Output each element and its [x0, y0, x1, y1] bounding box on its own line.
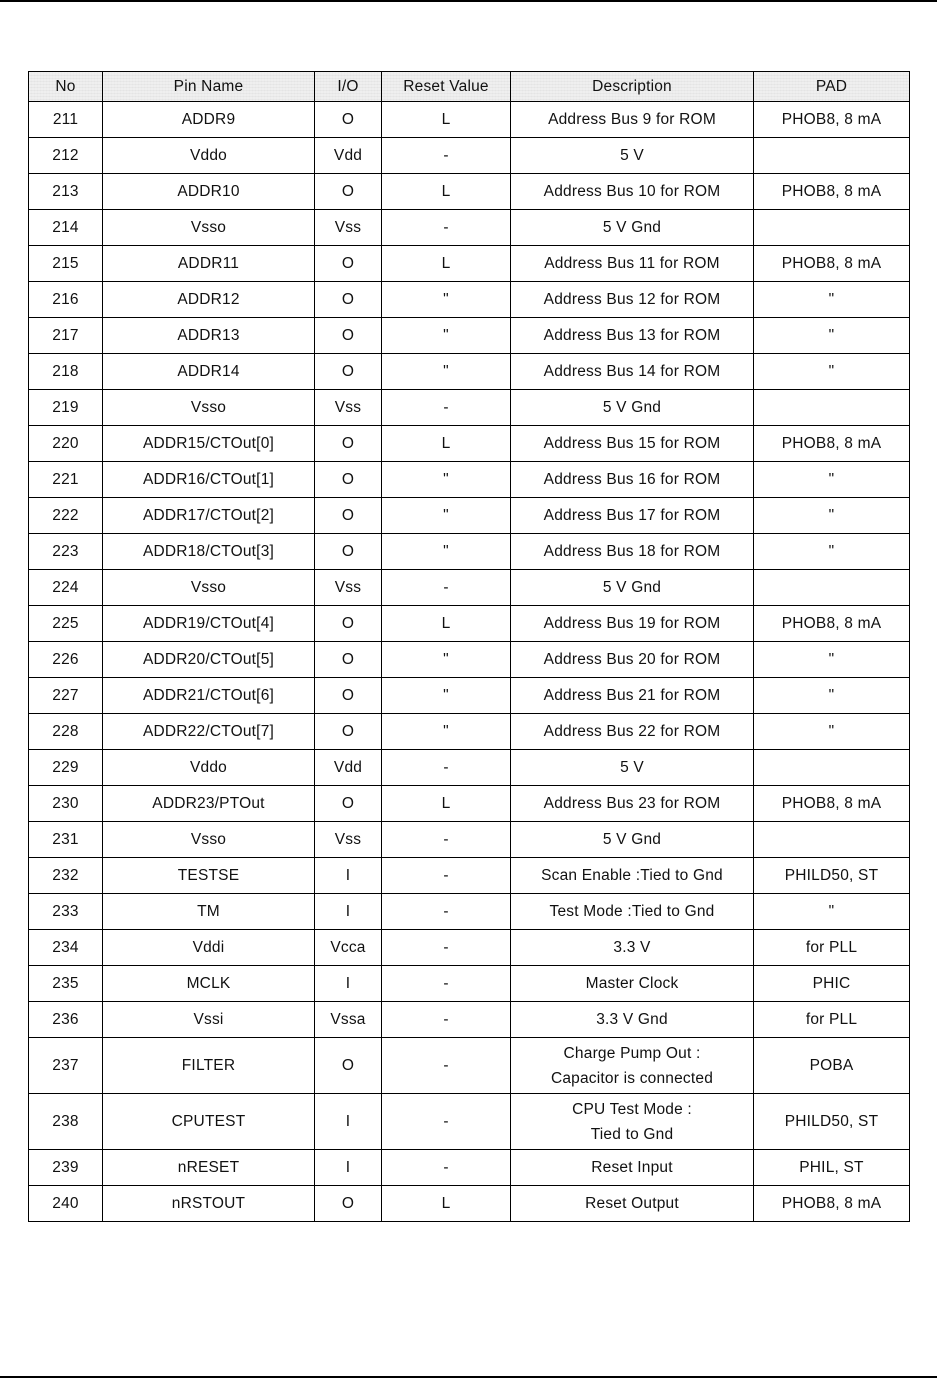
cell-pin-name: ADDR14: [103, 354, 315, 390]
table-row: [29, 966, 910, 1002]
cell-reset-value: ": [382, 678, 511, 714]
cell-pin-name: ADDR9: [103, 102, 315, 138]
cell-reset-value: L: [382, 102, 511, 138]
description-line: Capacitor is connected: [550, 1069, 714, 1087]
cell-io: O: [315, 498, 382, 534]
table-header-row: [29, 72, 910, 102]
table-row: [29, 498, 910, 534]
cell-pin-name: MCLK: [103, 966, 315, 1002]
table-row: [29, 606, 910, 642]
table-row: [29, 534, 910, 570]
cell-pad: ": [754, 642, 910, 678]
cell-reset-value: -: [382, 210, 511, 246]
cell-reset-value: ": [382, 498, 511, 534]
cell-reset-value: ": [382, 642, 511, 678]
cell-reset-value: -: [382, 750, 511, 786]
description-line: 3.3 V: [613, 939, 651, 956]
cell-description: [511, 282, 754, 318]
cell-no: 232: [29, 858, 103, 894]
cell-no: 238: [29, 1094, 103, 1150]
cell-io: O: [315, 246, 382, 282]
cell-no: 216: [29, 282, 103, 318]
cell-pad: [754, 822, 910, 858]
cell-pin-name: ADDR21/CTOut[6]: [103, 678, 315, 714]
cell-description: [511, 246, 754, 282]
cell-no: 222: [29, 498, 103, 534]
cell-pad: PHOB8, 8 mA: [754, 102, 910, 138]
description-line: Address Bus 23 for ROM: [543, 795, 721, 812]
cell-no: 213: [29, 174, 103, 210]
description-line: Address Bus 12 for ROM: [543, 291, 721, 308]
description-line: CPU Test Mode :: [572, 1100, 692, 1118]
description-line: Reset Output: [585, 1195, 679, 1212]
cell-pad: ": [754, 894, 910, 930]
cell-pad: [754, 570, 910, 606]
description-line: 5 V Gnd: [602, 831, 662, 848]
cell-io: Vdd: [315, 750, 382, 786]
cell-description: [511, 930, 754, 966]
cell-reset-value: -: [382, 1002, 511, 1038]
cell-reset-value: L: [382, 426, 511, 462]
cell-pad: ": [754, 462, 910, 498]
table-row: [29, 894, 910, 930]
cell-pad: ": [754, 354, 910, 390]
cell-pad: for PLL: [754, 930, 910, 966]
cell-description: [511, 678, 754, 714]
cell-reset-value: -: [382, 822, 511, 858]
cell-io: O: [315, 534, 382, 570]
cell-description: [511, 714, 754, 750]
cell-description: [511, 462, 754, 498]
cell-pad: ": [754, 282, 910, 318]
header-no: No: [29, 72, 103, 102]
cell-io: I: [315, 1094, 382, 1150]
table-row: [29, 1186, 910, 1222]
cell-description: [511, 1150, 754, 1186]
cell-reset-value: L: [382, 606, 511, 642]
pin-description-table: [28, 71, 910, 1222]
header-pad: PAD: [754, 72, 910, 102]
description-line: Charge Pump Out :: [563, 1044, 701, 1062]
cell-no: 233: [29, 894, 103, 930]
cell-pad: PHILD50, ST: [754, 858, 910, 894]
cell-io: O: [315, 678, 382, 714]
cell-pin-name: CPUTEST: [103, 1094, 315, 1150]
description-line: 5 V: [620, 147, 644, 164]
table-row: [29, 1002, 910, 1038]
cell-pin-name: ADDR20/CTOut[5]: [103, 642, 315, 678]
table-row: [29, 246, 910, 282]
table-row: [29, 678, 910, 714]
cell-description: [511, 354, 754, 390]
bottom-rule: [0, 1376, 937, 1378]
cell-no: 225: [29, 606, 103, 642]
cell-pin-name: Vddo: [103, 138, 315, 174]
header-io: I/O: [315, 72, 382, 102]
cell-pad: PHOB8, 8 mA: [754, 786, 910, 822]
cell-reset-value: -: [382, 1094, 511, 1150]
table-row: [29, 1038, 910, 1094]
cell-description: [511, 822, 754, 858]
cell-pad: ": [754, 498, 910, 534]
cell-pin-name: ADDR19/CTOut[4]: [103, 606, 315, 642]
cell-io: I: [315, 1150, 382, 1186]
cell-no: 237: [29, 1038, 103, 1094]
table-row: [29, 210, 910, 246]
cell-description: [511, 786, 754, 822]
cell-description: [511, 642, 754, 678]
cell-pad: [754, 390, 910, 426]
description-line: Address Bus 11 for ROM: [544, 255, 720, 272]
table-row: [29, 786, 910, 822]
description-line: Address Bus 14 for ROM: [543, 363, 721, 380]
cell-reset-value: ": [382, 714, 511, 750]
cell-pad: [754, 750, 910, 786]
description-line: Address Bus 13 for ROM: [543, 327, 721, 344]
cell-pad: PHOB8, 8 mA: [754, 174, 910, 210]
cell-no: 215: [29, 246, 103, 282]
table-row: [29, 714, 910, 750]
cell-description: [511, 858, 754, 894]
cell-io: O: [315, 102, 382, 138]
table-body: [29, 102, 910, 1222]
cell-pin-name: ADDR23/PTOut: [103, 786, 315, 822]
header-pin-name: Pin Name: [103, 72, 315, 102]
cell-description: [511, 1094, 754, 1150]
description-line: Address Bus 19 for ROM: [543, 615, 721, 632]
cell-description: [511, 1002, 754, 1038]
cell-reset-value: -: [382, 1150, 511, 1186]
cell-description: [511, 210, 754, 246]
cell-reset-value: ": [382, 282, 511, 318]
cell-no: 212: [29, 138, 103, 174]
cell-no: 231: [29, 822, 103, 858]
cell-reset-value: -: [382, 930, 511, 966]
cell-pad: ": [754, 318, 910, 354]
cell-pin-name: Vsso: [103, 822, 315, 858]
cell-description: [511, 102, 754, 138]
description-line: Master Clock: [585, 975, 679, 992]
cell-io: Vss: [315, 822, 382, 858]
table-row: [29, 858, 910, 894]
cell-io: Vcca: [315, 930, 382, 966]
cell-reset-value: -: [382, 138, 511, 174]
cell-reset-value: -: [382, 858, 511, 894]
table-row: [29, 138, 910, 174]
cell-io: Vssa: [315, 1002, 382, 1038]
cell-pad: PHOB8, 8 mA: [754, 1186, 910, 1222]
cell-io: O: [315, 354, 382, 390]
cell-pad: [754, 138, 910, 174]
cell-pin-name: TESTSE: [103, 858, 315, 894]
table-row: [29, 822, 910, 858]
description-line: Scan Enable :Tied to Gnd: [541, 867, 723, 884]
cell-description: [511, 1186, 754, 1222]
table-row: [29, 426, 910, 462]
cell-no: 221: [29, 462, 103, 498]
cell-io: Vdd: [315, 138, 382, 174]
description-line: Address Bus 21 for ROM: [543, 687, 721, 704]
table-row: [29, 282, 910, 318]
cell-description: [511, 606, 754, 642]
table-row: [29, 930, 910, 966]
description-line: Reset Input: [591, 1159, 673, 1176]
cell-description: [511, 534, 754, 570]
cell-io: O: [315, 786, 382, 822]
cell-description: [511, 426, 754, 462]
cell-no: 227: [29, 678, 103, 714]
cell-pin-name: nRESET: [103, 1150, 315, 1186]
table-row: [29, 102, 910, 138]
cell-pin-name: TM: [103, 894, 315, 930]
cell-description: [511, 498, 754, 534]
cell-pin-name: ADDR22/CTOut[7]: [103, 714, 315, 750]
cell-no: 217: [29, 318, 103, 354]
description-line: 5 V Gnd: [602, 399, 662, 416]
table-row: [29, 318, 910, 354]
cell-io: I: [315, 894, 382, 930]
cell-io: O: [315, 462, 382, 498]
table-row: [29, 390, 910, 426]
cell-reset-value: ": [382, 354, 511, 390]
description-line: Test Mode :Tied to Gnd: [549, 903, 715, 920]
cell-pin-name: Vsso: [103, 570, 315, 606]
cell-no: 224: [29, 570, 103, 606]
cell-no: 219: [29, 390, 103, 426]
cell-reset-value: ": [382, 534, 511, 570]
cell-pin-name: ADDR17/CTOut[2]: [103, 498, 315, 534]
cell-description: [511, 966, 754, 1002]
cell-pin-name: FILTER: [103, 1038, 315, 1094]
cell-reset-value: -: [382, 966, 511, 1002]
description-line: 3.3 V Gnd: [596, 1011, 668, 1028]
cell-io: O: [315, 282, 382, 318]
cell-no: 239: [29, 1150, 103, 1186]
cell-reset-value: -: [382, 894, 511, 930]
cell-no: 220: [29, 426, 103, 462]
cell-pin-name: ADDR11: [103, 246, 315, 282]
description-line: Address Bus 9 for ROM: [548, 111, 716, 128]
cell-pad: PHILD50, ST: [754, 1094, 910, 1150]
cell-io: O: [315, 174, 382, 210]
cell-pad: PHOB8, 8 mA: [754, 426, 910, 462]
header-reset-value: Reset Value: [382, 72, 511, 102]
cell-pad: ": [754, 678, 910, 714]
cell-description: [511, 750, 754, 786]
description-line: Address Bus 10 for ROM: [543, 183, 721, 200]
cell-no: 228: [29, 714, 103, 750]
description-line: Address Bus 15 for ROM: [543, 435, 721, 452]
cell-pin-name: Vddi: [103, 930, 315, 966]
top-rule: [0, 0, 937, 2]
table-row: [29, 642, 910, 678]
cell-pin-name: ADDR16/CTOut[1]: [103, 462, 315, 498]
table-row: [29, 570, 910, 606]
cell-description: [511, 174, 754, 210]
cell-io: I: [315, 858, 382, 894]
table-row: [29, 462, 910, 498]
cell-pin-name: Vsso: [103, 210, 315, 246]
cell-io: Vss: [315, 390, 382, 426]
cell-reset-value: L: [382, 246, 511, 282]
cell-no: 230: [29, 786, 103, 822]
description-line: Address Bus 16 for ROM: [543, 471, 721, 488]
cell-pin-name: ADDR12: [103, 282, 315, 318]
cell-pin-name: ADDR10: [103, 174, 315, 210]
cell-io: Vss: [315, 210, 382, 246]
cell-pin-name: ADDR18/CTOut[3]: [103, 534, 315, 570]
cell-io: O: [315, 1038, 382, 1094]
cell-no: 229: [29, 750, 103, 786]
cell-pin-name: ADDR13: [103, 318, 315, 354]
description-line: Tied to Gnd: [590, 1125, 674, 1143]
cell-io: I: [315, 966, 382, 1002]
cell-pad: [754, 210, 910, 246]
cell-description: [511, 318, 754, 354]
cell-pad: PHIL, ST: [754, 1150, 910, 1186]
table-row: [29, 1150, 910, 1186]
cell-pin-name: nRSTOUT: [103, 1186, 315, 1222]
cell-pin-name: Vddo: [103, 750, 315, 786]
description-line: Address Bus 17 for ROM: [543, 507, 721, 524]
cell-pad: PHOB8, 8 mA: [754, 246, 910, 282]
cell-reset-value: ": [382, 462, 511, 498]
cell-io: O: [315, 1186, 382, 1222]
cell-io: Vss: [315, 570, 382, 606]
cell-no: 235: [29, 966, 103, 1002]
cell-io: O: [315, 318, 382, 354]
cell-no: 240: [29, 1186, 103, 1222]
cell-reset-value: L: [382, 174, 511, 210]
cell-pin-name: ADDR15/CTOut[0]: [103, 426, 315, 462]
table-row: [29, 1094, 910, 1150]
table-row: [29, 174, 910, 210]
cell-description: [511, 894, 754, 930]
description-line: 5 V: [620, 759, 644, 776]
cell-pin-name: Vsso: [103, 390, 315, 426]
cell-reset-value: -: [382, 1038, 511, 1094]
cell-pin-name: Vssi: [103, 1002, 315, 1038]
cell-no: 234: [29, 930, 103, 966]
cell-no: 226: [29, 642, 103, 678]
cell-pad: PHIC: [754, 966, 910, 1002]
cell-no: 211: [29, 102, 103, 138]
cell-no: 223: [29, 534, 103, 570]
cell-description: [511, 1038, 754, 1094]
cell-reset-value: ": [382, 318, 511, 354]
header-description: Description: [511, 72, 754, 102]
cell-description: [511, 138, 754, 174]
cell-io: O: [315, 426, 382, 462]
cell-no: 218: [29, 354, 103, 390]
description-line: Address Bus 20 for ROM: [543, 651, 721, 668]
cell-reset-value: -: [382, 390, 511, 426]
cell-pad: for PLL: [754, 1002, 910, 1038]
cell-description: [511, 570, 754, 606]
cell-reset-value: L: [382, 1186, 511, 1222]
cell-io: O: [315, 606, 382, 642]
table-row: [29, 354, 910, 390]
cell-reset-value: L: [382, 786, 511, 822]
table-row: [29, 750, 910, 786]
cell-io: O: [315, 642, 382, 678]
description-line: Address Bus 22 for ROM: [543, 723, 721, 740]
cell-no: 214: [29, 210, 103, 246]
description-line: Address Bus 18 for ROM: [543, 543, 721, 560]
cell-pad: ": [754, 534, 910, 570]
cell-pad: PHOB8, 8 mA: [754, 606, 910, 642]
cell-io: O: [315, 714, 382, 750]
cell-pad: ": [754, 714, 910, 750]
cell-no: 236: [29, 1002, 103, 1038]
description-line: 5 V Gnd: [602, 579, 662, 596]
description-line: 5 V Gnd: [602, 219, 662, 236]
cell-reset-value: -: [382, 570, 511, 606]
cell-pad: POBA: [754, 1038, 910, 1094]
cell-description: [511, 390, 754, 426]
